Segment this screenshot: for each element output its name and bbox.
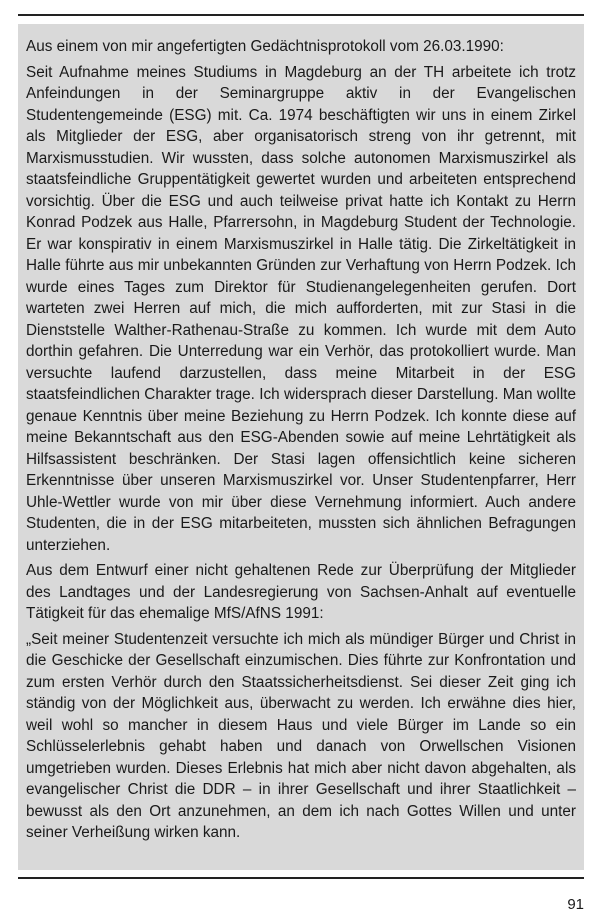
- paragraph-protocol-body: Seit Aufnahme meines Studiums in Magdeburg an der TH arbeitete ich trotz Anfeindungen in der Seminargruppe aktiv in der Evangelischen Studentengemeinde (ESG) mit. Ca. 1974 beschäftigten wir uns in einem Zirkel als Mitglieder der ESG, aber organisatorisch streng von ihr getrennt, mit Marxismusstudien. Wir wussten, dass solche autonomen Marxismuszirkel als staatsfeindliche Gruppentätigkeit gewertet wurden und arbeiteten entsprechend vorsichtig. Über die ESG und auch teilweise privat hatte ich Kontakt zu Herrn Konrad Podzek aus Halle, Pfarrersohn, in Magdeburg Student der Technologie. Er war konspirativ in einem Marxismuszirkel in Halle tätig. Die Zirkeltätigkeit in Halle führte aus mir unbekannten Gründen zur Verhaftung von Herrn Podzek. Ich wurde eines Tages zum Direktor für Studienangelegenheiten gerufen. Dort warteten zwei Herren auf mich, die mich aufforderten, mit zur Stasi in die Dienststelle Walther-Rathenau-Straße zu kommen. Ich wurde mit dem Auto dorthin gefahren. Die Unterredung war ein Verhör, das protokolliert wurde. Man versuchte laufend darzustellen, dass meine Mitarbeit in der ESG staatsfeindlichen Charakter trage. Ich widersprach dieser Darstellung. Man wollte genaue Kenntnis über meine Beziehung zu Herrn Podzek. Ich konnte diese auf meine Bekanntschaft aus den ESG-Abenden sowie auf meine Lehrtätigkeit als Hilfsassistent beschränken. Der Stasi lagen offensichtlich keine sicheren Erkenntnisse über unseren Marxismuszirkel vor. Unser Studentenpfarrer, Herr Uhle-Wettler wurde von mir über diese Vernehmung informiert. Auch andere Studenten, die in der ESG mitarbeiteten, mussten sich ähnlichen Befragungen unterziehen.: [26, 63, 576, 554]
- top-rule: [18, 14, 584, 16]
- paragraph-intro-protocol: Aus einem von mir angefertigten Gedächtnisprotokoll vom 26.03.1990:: [26, 38, 504, 55]
- page-number: 91: [567, 896, 584, 913]
- paragraph-intro-speech: Aus dem Entwurf einer nicht gehaltenen Rede zur Überprüfung der Mitglieder des Landtages und der Landesregierung von Sachsen-Anhalt auf eventuelle Tätigkeit für das ehemalige MfS/AfNS 1991:: [26, 562, 576, 622]
- bottom-rule: [18, 877, 584, 879]
- text-box: [18, 24, 584, 870]
- paragraph-speech-quote: „Seit meiner Studentenzeit versuchte ich mich als mündiger Bürger und Christ in die Geschicke der Gesellschaft einzumischen. Dies führte zur Konfrontation und zum ersten Verhör durch den Staatssicherheitsdienst. Sei dieser Zeit ging ich ständig von der Möglichkeit aus, überwacht zu werden. Ich erwähne dies hier, weil wohl so mancher in diesem Haus und viele Bürger im Lande so ein Schlüsselerlebnis gehabt haben und danach von Orwellschen Visionen umgetrieben wurden. Dieses Erlebnis hat mich aber nicht davon abgehalten, als evangelischer Christ die DDR – in ihrer Gesellschaft und ihrer Staatlichkeit – bewusst als den Ort anzunehmen, an dem ich nach Gottes Willen und unter seiner Verheißung wirken kann.: [26, 630, 576, 841]
